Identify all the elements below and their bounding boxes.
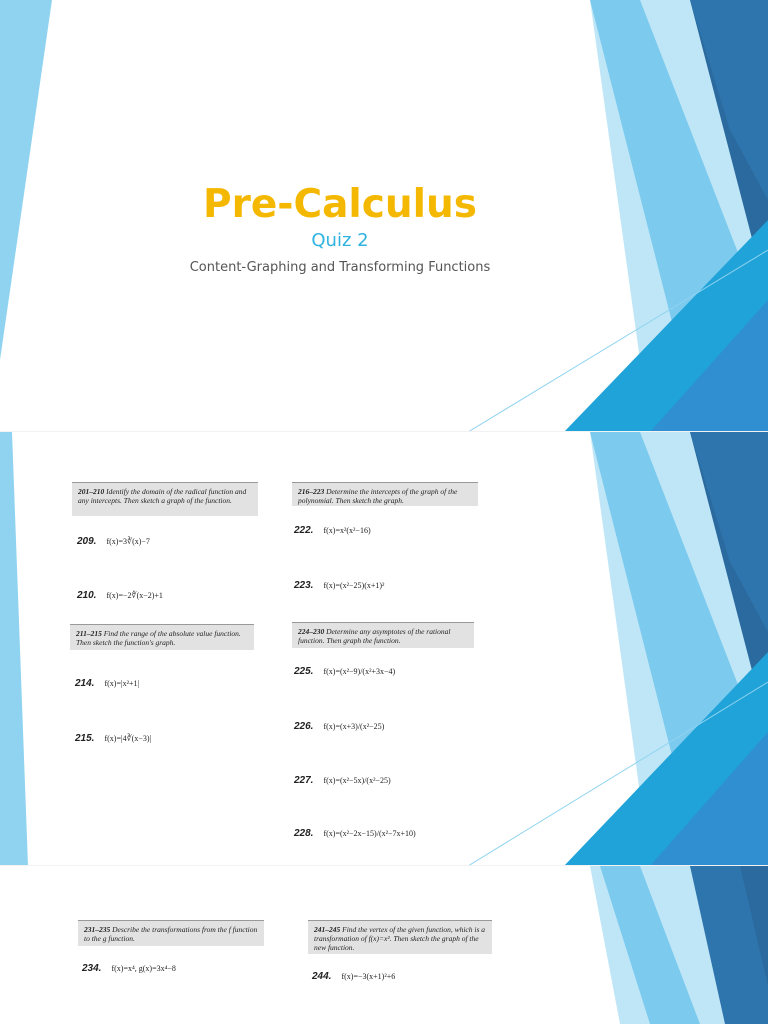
title-slide (0, 0, 768, 432)
section-header-vertex: 241–245 Find the vertex of the given function, which is a transformation of f(x)=x². Then sketch the graph of the new function. (308, 920, 492, 954)
slide-title: Pre-Calculus (203, 182, 477, 227)
section-header-polynomial: 216–223 Determine the intercepts of the graph of the polynomial. Then sketch the graph. (292, 482, 478, 506)
slide-content-line: Content-Graphing and Transforming Functions (189, 260, 491, 275)
problem-227: 227. f(x)=(x²−5x)/(x²−25) (294, 775, 391, 786)
problem-209: 209. f(x)=3∛(x)−7 (77, 536, 150, 547)
problem-214: 214. f(x)=|x²+1| (75, 678, 140, 689)
problems-slide-1 (0, 432, 768, 866)
section-header-absolute-value: 211–215 Find the range of the absolute value function. Then sketch the function's graph. (70, 624, 254, 650)
problem-225: 225. f(x)=(x²−9)/(x²+3x−4) (294, 666, 396, 677)
problem-222: 222. f(x)=x²(x²−16) (294, 525, 371, 536)
problem-234: 234. f(x)=x⁴, g(x)=3x⁴−8 (82, 963, 176, 974)
problem-215: 215. f(x)=|4∛(x−3)| (75, 733, 152, 744)
problem-210: 210. f(x)=−2∜(x−2)+1 (77, 590, 163, 601)
section-header-radical: 201–210 Identify the domain of the radical function and any intercepts. Then sketch a graph of the function. (72, 482, 258, 516)
section-header-rational: 224–230 Determine any asymptotes of the rational function. Then graph the function. (292, 622, 474, 648)
slide-subtitle: Quiz 2 (311, 230, 369, 251)
problems-slide-2 (0, 866, 768, 1024)
problem-226: 226. f(x)=(x+3)/(x²−25) (294, 721, 385, 732)
problem-223: 223. f(x)=(x²−25)(x+1)² (294, 580, 385, 591)
problem-244: 244. f(x)=−3(x+1)²+6 (312, 971, 396, 982)
problem-228: 228. f(x)=(x²−2x−15)/(x²−7x+10) (294, 828, 416, 839)
section-header-transformations: 231–235 Describe the transformations from the f function to the g function. (78, 920, 264, 946)
